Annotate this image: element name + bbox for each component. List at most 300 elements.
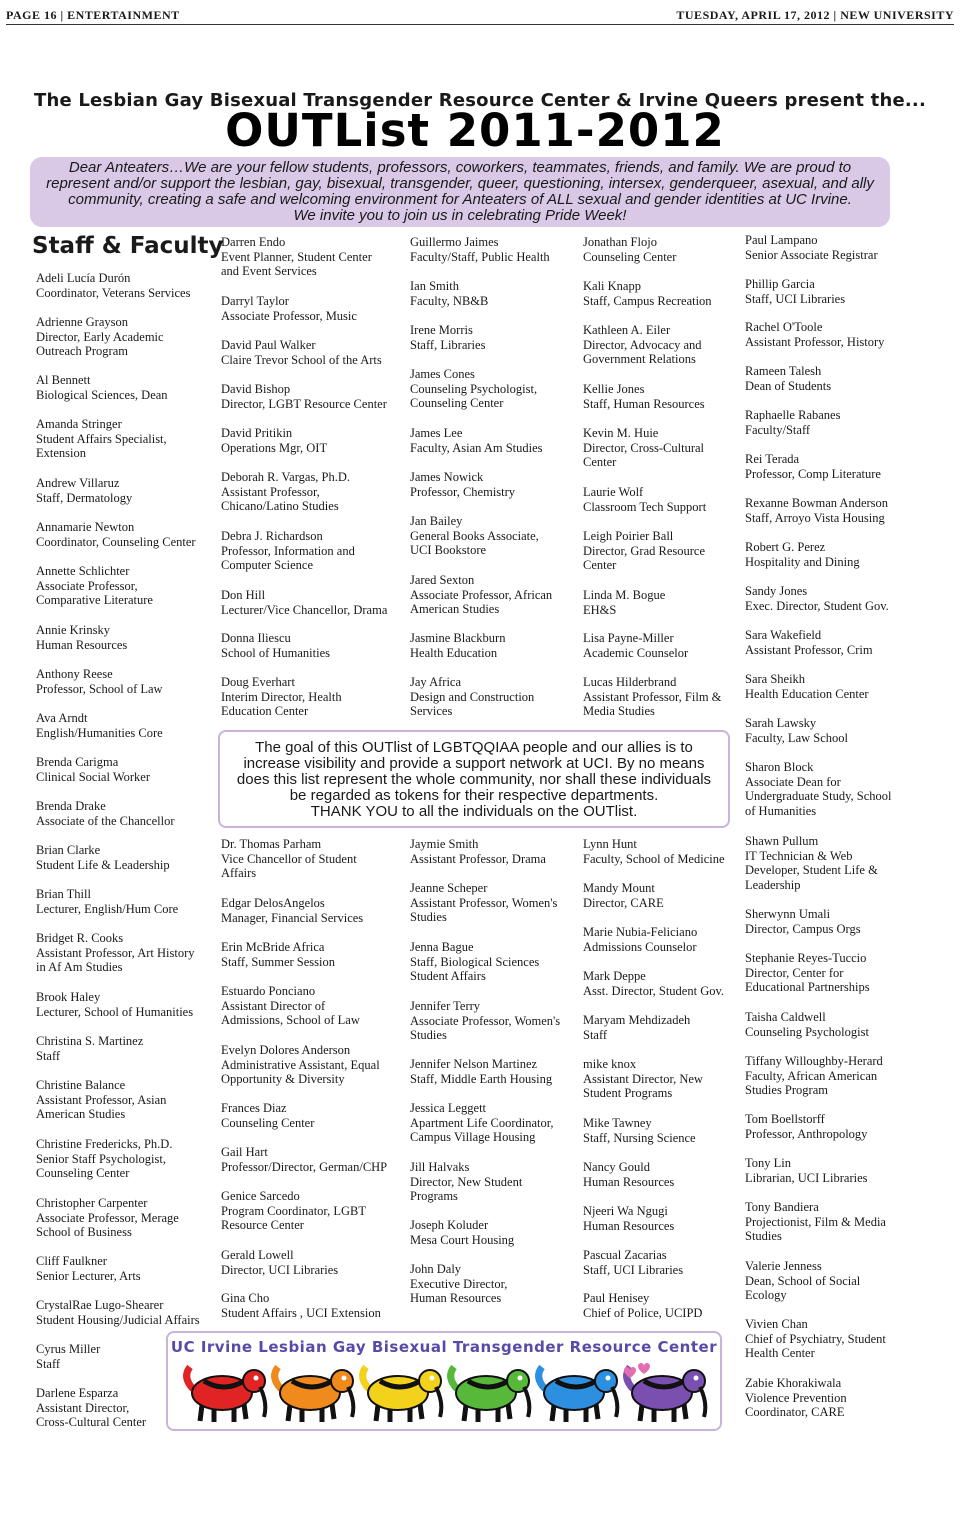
- entry-name: Ava Arndt: [36, 711, 88, 725]
- entry-name: Don Hill: [221, 588, 266, 602]
- entry-name: Dr. Thomas Parham: [221, 837, 322, 851]
- entry-title: Biological Sciences, Dean: [36, 387, 168, 402]
- entry-title: Operations Mgr, OIT: [221, 440, 328, 455]
- entry-name: Annamarie Newton: [36, 520, 135, 534]
- entry-title: Faculty/Staff: [745, 422, 811, 437]
- entry-title: Design and Construction: [410, 689, 535, 704]
- entry-title: Studies Program: [745, 1083, 828, 1098]
- entry-name: Donna Iliescu: [221, 631, 291, 645]
- entry-name: James Lee: [410, 426, 463, 440]
- entry-title: Counseling Psychologist,: [410, 381, 538, 396]
- entry-title: Lecturer/Vice Chancellor, Drama: [221, 602, 388, 617]
- entry-name: Amanda Stringer: [36, 417, 122, 431]
- entry-title: Staff: [36, 1356, 61, 1371]
- section-heading: Staff & Faculty: [32, 233, 224, 259]
- directory-entry: [221, 1189, 366, 1233]
- directory-entry: [745, 233, 878, 262]
- entry-name: Lucas Hilderbrand: [583, 675, 677, 689]
- entry-name: Christopher Carpenter: [36, 1196, 148, 1210]
- directory-entry: [36, 564, 153, 608]
- directory-entry: [36, 799, 175, 828]
- anteater-icon: [539, 1367, 618, 1422]
- entry-title: Faculty/Staff, Public Health: [410, 249, 550, 264]
- entry-name: Brian Clarke: [36, 843, 101, 857]
- entry-name: Paul Henisey: [583, 1291, 650, 1305]
- goal-line: be regarded as tokens for their respective departments.: [289, 787, 659, 804]
- entry-name: Ian Smith: [410, 279, 459, 293]
- entry-title: Staff, Biological Sciences: [410, 954, 540, 969]
- entry-title: American Studies: [36, 1107, 126, 1122]
- directory-entry: [583, 485, 706, 514]
- directory-entry: [583, 631, 688, 660]
- entry-title: Leadership: [745, 877, 801, 892]
- entry-title: Government Relations: [583, 352, 696, 367]
- entry-title: Professor, Information and: [221, 543, 355, 558]
- entry-name: Marie Nubia-Feliciano: [583, 925, 698, 939]
- entry-name: Annette Schlichter: [36, 564, 130, 578]
- entry-title: Developer, Student Life &: [745, 863, 878, 878]
- entry-title: Comparative Literature: [36, 593, 153, 608]
- entry-title: Human Resources: [583, 1218, 675, 1233]
- entry-title: Outreach Program: [36, 344, 128, 359]
- directory-entry: [410, 470, 515, 499]
- entry-name: Frances Diaz: [221, 1101, 287, 1115]
- entry-title: EH&S: [583, 602, 617, 617]
- directory-entry: [410, 631, 505, 660]
- directory-entry: [221, 588, 387, 617]
- entry-title: Student Affairs: [410, 969, 486, 984]
- entry-title: Faculty, NB&B: [410, 293, 489, 308]
- entry-name: Annie Krinsky: [36, 623, 110, 637]
- entry-name: Tony Lin: [745, 1156, 791, 1170]
- entry-name: Kali Knapp: [583, 279, 641, 293]
- entry-title: Admissions Counselor: [583, 939, 697, 954]
- directory-entry: [221, 294, 357, 323]
- entry-name: Jessica Leggett: [410, 1101, 487, 1115]
- entry-title: Staff: [36, 1048, 61, 1063]
- entry-title: Admissions, School of Law: [221, 1013, 360, 1028]
- directory-entry: [221, 896, 363, 925]
- directory-entry: [221, 1291, 381, 1320]
- entry-title: Assistant Professor, Women's: [410, 895, 558, 910]
- entry-name: Gail Hart: [221, 1145, 268, 1159]
- entry-name: Jaymie Smith: [410, 837, 479, 851]
- directory-entry: [583, 426, 704, 470]
- entry-title: Administrative Assistant, Equal: [221, 1057, 380, 1072]
- entry-name: Jill Halvaks: [410, 1160, 470, 1174]
- entry-name: Adrienne Grayson: [36, 315, 128, 329]
- entry-name: Christina S. Martinez: [36, 1034, 144, 1048]
- directory-entry: [410, 323, 485, 352]
- entry-name: Erin McBride Africa: [221, 940, 325, 954]
- entry-title: Assistant Director, New: [583, 1071, 703, 1086]
- directory-entry: [745, 716, 848, 745]
- directory-entry: [583, 1013, 690, 1042]
- entry-title: Violence Prevention: [745, 1390, 847, 1405]
- rainbow-anteaters-illustration: [176, 1359, 716, 1427]
- entry-name: Taisha Caldwell: [745, 1010, 826, 1024]
- directory-entry: [221, 837, 357, 881]
- directory-entry: [583, 881, 664, 910]
- anteater-icon: [363, 1367, 442, 1422]
- entry-name: Cliff Faulkner: [36, 1254, 107, 1268]
- entry-title: Educational Partnerships: [745, 980, 870, 995]
- entry-title: Associate Professor, Merage: [36, 1210, 179, 1225]
- directory-entry: [745, 364, 831, 393]
- entry-title: Chief of Police, UCIPD: [583, 1305, 703, 1320]
- entry-title: Program Coordinator, LGBT: [221, 1203, 366, 1218]
- directory-entry: [36, 271, 190, 300]
- directory-entry: [36, 1342, 100, 1371]
- entry-title: Studies: [745, 1229, 782, 1244]
- directory-entry: [36, 755, 150, 784]
- anteater-icon: [187, 1367, 266, 1422]
- directory-entry: [36, 711, 163, 740]
- entry-title: Extension: [36, 446, 86, 461]
- entry-title: Dean, School of Social: [745, 1273, 861, 1288]
- directory-entry: [221, 338, 382, 367]
- entry-name: Tiffany Willoughby-Herard: [745, 1054, 883, 1068]
- directory-entry: [36, 373, 168, 402]
- entry-title: Chicano/Latino Studies: [221, 499, 339, 514]
- directory-entry: [745, 496, 888, 525]
- directory-entry: [36, 667, 163, 696]
- entry-title: in Af Am Studies: [36, 960, 123, 975]
- directory-entry: [583, 1248, 683, 1277]
- entry-title: Staff, Campus Recreation: [583, 293, 712, 308]
- directory-entry: [221, 675, 342, 719]
- anteater-icon: [275, 1367, 354, 1422]
- entry-title: Director, UCI Libraries: [221, 1262, 339, 1277]
- directory-entry: [410, 279, 488, 308]
- directory-entry: [221, 235, 372, 279]
- entry-name: Mandy Mount: [583, 881, 655, 895]
- entry-title: Senior Staff Psychologist,: [36, 1151, 166, 1166]
- entry-title: Lecturer, English/Hum Core: [36, 901, 179, 916]
- lgbt-center-logo: [166, 1331, 722, 1431]
- entry-title: Assistant Professor, Art History: [36, 945, 195, 960]
- entry-name: Evelyn Dolores Anderson: [221, 1043, 351, 1057]
- entry-name: Andrew Villaruz: [36, 476, 120, 490]
- directory-entry: [745, 1112, 867, 1141]
- entry-title: Vice Chancellor of Student: [221, 851, 357, 866]
- directory-entry: [221, 470, 350, 514]
- directory-entry: [583, 588, 665, 617]
- entry-name: Jan Bailey: [410, 514, 463, 528]
- entry-title: Student Programs: [583, 1086, 673, 1101]
- directory-entry: [410, 1101, 554, 1145]
- directory-entry: [745, 1054, 883, 1098]
- entry-title: Staff, Libraries: [410, 337, 486, 352]
- entry-title: Student Affairs Specialist,: [36, 431, 167, 446]
- entry-title: Health Center: [745, 1346, 815, 1361]
- directory-entry: [745, 320, 884, 349]
- entry-title: Dean of Students: [745, 378, 832, 393]
- entry-name: Jay Africa: [410, 675, 462, 689]
- entry-title: American Studies: [410, 602, 500, 617]
- directory-entry: [36, 990, 193, 1019]
- page-section-label: PAGE 16 | ENTERTAINMENT: [6, 8, 180, 22]
- entry-name: Mike Tawney: [583, 1116, 652, 1130]
- directory-entry: [36, 887, 178, 916]
- entry-name: Tom Boellstorff: [745, 1112, 825, 1126]
- directory-entry: [221, 940, 335, 969]
- goal-line: THANK YOU to all the individuals on the OUTlist.: [310, 803, 638, 820]
- entry-title: Counseling Center: [410, 396, 504, 411]
- entry-name: Zabie Khorakiwala: [745, 1376, 842, 1390]
- entry-title: Human Resources: [36, 637, 128, 652]
- entry-name: Darlene Esparza: [36, 1386, 119, 1400]
- entry-title: Student Life & Leadership: [36, 857, 170, 872]
- entry-name: Phillip Garcia: [745, 277, 815, 291]
- intro-line: represent and/or support the lesbian, gay, bisexual, transgender, queer, questioning, intersex, genderqueer, asexual, and ally: [46, 175, 874, 192]
- entry-name: Christine Fredericks, Ph.D.: [36, 1137, 173, 1151]
- entry-title: Event Planner, Student Center: [221, 249, 372, 264]
- entry-name: Genice Sarcedo: [221, 1189, 300, 1203]
- entry-name: James Nowick: [410, 470, 484, 484]
- entry-name: Jeanne Scheper: [410, 881, 488, 895]
- directory-entry: [221, 984, 360, 1028]
- directory-entry: [410, 675, 534, 719]
- directory-entry: [410, 514, 539, 558]
- entry-title: Professor/Director, German/CHP: [221, 1159, 388, 1174]
- entry-title: Assistant Professor, Film &: [583, 689, 722, 704]
- entry-title: Assistant Professor, Crim: [745, 642, 873, 657]
- directory-entry: [745, 1200, 886, 1244]
- entry-title: Faculty, African American: [745, 1068, 878, 1083]
- entry-title: Staff: [583, 1027, 608, 1042]
- entry-title: Lecturer, School of Humanities: [36, 1004, 194, 1019]
- entry-title: School of Business: [36, 1225, 132, 1240]
- entry-name: Njeeri Wa Ngugi: [583, 1204, 668, 1218]
- headline: The Lesbian Gay Bisexual Transgender Resource Center & Irvine Queers present the...: [33, 90, 927, 111]
- entry-name: Pascual Zacarias: [583, 1248, 667, 1262]
- directory-entry: [745, 1317, 886, 1361]
- entry-name: Irene Morris: [410, 323, 473, 337]
- intro-line: Dear Anteaters…We are your fellow students, professors, coworkers, teammates, friends, and family. We are proud to: [68, 159, 852, 176]
- directory-entry: [583, 675, 721, 719]
- directory-entry: [410, 999, 560, 1043]
- entry-name: Al Bennett: [36, 373, 91, 387]
- entry-title: Executive Director,: [410, 1276, 508, 1291]
- entry-title: Ecology: [745, 1288, 787, 1303]
- entry-title: Staff, Human Resources: [583, 396, 705, 411]
- entry-title: Asst. Director, Student Gov.: [583, 983, 725, 998]
- directory-entry: [583, 969, 724, 998]
- entry-name: Sarah Lawsky: [745, 716, 817, 730]
- directory-entry: [36, 623, 127, 652]
- directory-entry: [583, 382, 705, 411]
- directory-entry: [410, 573, 552, 617]
- directory-entry: [410, 881, 557, 925]
- directory-entry: [745, 277, 845, 306]
- directory-entry: [221, 1248, 338, 1277]
- goal-statement-box: [218, 730, 730, 828]
- entry-name: mike knox: [583, 1057, 637, 1071]
- entry-title: Assistant Director of: [221, 998, 326, 1013]
- entry-title: General Books Associate,: [410, 528, 539, 543]
- entry-title: School of Humanities: [221, 645, 331, 660]
- entry-title: Professor, Comp Literature: [745, 466, 881, 481]
- directory-entry: [583, 925, 697, 954]
- entry-title: Director, Center for: [745, 965, 844, 980]
- entry-title: Opportunity & Diversity: [221, 1072, 345, 1087]
- entry-name: Brook Haley: [36, 990, 101, 1004]
- directory-entry: [36, 476, 132, 505]
- directory-entry: [410, 1160, 522, 1204]
- entry-title: Programs: [410, 1189, 458, 1204]
- entry-name: John Daly: [410, 1262, 462, 1276]
- directory-entry: [745, 760, 892, 818]
- entry-title: Professor, Anthropology: [745, 1126, 868, 1141]
- directory-entry: [745, 1259, 860, 1303]
- entry-title: Faculty, Asian Am Studies: [410, 440, 543, 455]
- entry-name: Sara Sheikh: [745, 672, 806, 686]
- entry-name: Jared Sexton: [410, 573, 475, 587]
- entry-name: Raphaelle Rabanes: [745, 408, 841, 422]
- entry-title: Center: [583, 558, 617, 573]
- entry-name: Sherwynn Umali: [745, 907, 831, 921]
- entry-name: Doug Everhart: [221, 675, 295, 689]
- directory-entry: [583, 1116, 696, 1145]
- directory-entry: [745, 907, 861, 936]
- directory-entry: [410, 1262, 507, 1306]
- directory-entry: [410, 367, 537, 411]
- directory-entry: [36, 1137, 172, 1181]
- entry-name: Valerie Jenness: [745, 1259, 822, 1273]
- entry-name: Jenna Bague: [410, 940, 474, 954]
- entry-name: Rei Terada: [745, 452, 800, 466]
- entry-title: Associate Professor, African: [410, 587, 553, 602]
- entry-title: Studies: [410, 1028, 447, 1043]
- goal-line: The goal of this OUTlist of LGBTQQIAA people and our allies is to: [255, 739, 693, 756]
- entry-title: Staff, UCI Libraries: [583, 1262, 684, 1277]
- entry-name: Brenda Carigma: [36, 755, 119, 769]
- entry-name: Cyrus Miller: [36, 1342, 101, 1356]
- entry-title: IT Technician & Web: [745, 848, 853, 863]
- entry-name: Jonathan Flojo: [583, 235, 657, 249]
- entry-title: Education Center: [221, 704, 309, 719]
- entry-name: James Cones: [410, 367, 475, 381]
- intro-line: We invite you to join us in celebrating Pride Week!: [293, 207, 627, 224]
- entry-name: Debra J. Richardson: [221, 529, 323, 543]
- directory-entry: [583, 1291, 702, 1320]
- directory-entry: [221, 1145, 387, 1174]
- entry-name: Brenda Drake: [36, 799, 106, 813]
- entry-name: Joseph Koluder: [410, 1218, 489, 1232]
- entry-name: Bridget R. Cooks: [36, 931, 124, 945]
- entry-title: Counseling Psychologist: [745, 1024, 869, 1039]
- entry-name: Christine Balance: [36, 1078, 126, 1092]
- directory-entry: [36, 1386, 146, 1430]
- entry-name: Linda M. Bogue: [583, 588, 666, 602]
- directory-entry: [745, 951, 870, 995]
- directory-entry: [745, 1376, 847, 1420]
- directory-entry: [36, 931, 195, 975]
- anteater-icon: [627, 1367, 706, 1422]
- directory-entry: [221, 426, 327, 455]
- entry-name: Jasmine Blackburn: [410, 631, 506, 645]
- entry-name: Robert G. Perez: [745, 540, 826, 554]
- directory-entry: [745, 1156, 868, 1185]
- entry-name: Kathleen A. Eiler: [583, 323, 671, 337]
- entry-title: Staff, Summer Session: [221, 954, 336, 969]
- entry-name: Adeli Lucía Durón: [36, 271, 131, 285]
- directory-entry: [745, 834, 878, 892]
- intro-banner: [30, 157, 890, 227]
- directory-entry: [745, 628, 873, 657]
- entry-title: Coordinator, Counseling Center: [36, 534, 196, 549]
- entry-title: Interim Director, Health: [221, 689, 342, 704]
- entry-title: Human Resources: [583, 1174, 675, 1189]
- entry-title: Mesa Court Housing: [410, 1232, 515, 1247]
- entry-name: Stephanie Reyes-Tuccio: [745, 951, 867, 965]
- directory-entry: [221, 1043, 380, 1087]
- intro-line: community, creating a safe and welcoming environment for Anteaters of ALL sexual and gender identities at UC Irvine.: [68, 191, 852, 208]
- entry-title: and Event Services: [221, 264, 317, 279]
- entry-name: David Pritikin: [221, 426, 293, 440]
- entry-title: Studies: [410, 910, 447, 925]
- entry-name: Paul Lampano: [745, 233, 818, 247]
- entry-name: Kellie Jones: [583, 382, 645, 396]
- entry-title: Computer Science: [221, 558, 313, 573]
- entry-title: Staff, Dermatology: [36, 490, 133, 505]
- directory-entry: [583, 1204, 674, 1233]
- entry-name: Darryl Taylor: [221, 294, 289, 308]
- directory-entry: [221, 529, 355, 573]
- entry-name: Rameen Talesh: [745, 364, 822, 378]
- issue-date: TUESDAY, APRIL 17, 2012 | NEW UNIVERSITY: [676, 8, 954, 22]
- entry-title: Professor, School of Law: [36, 681, 163, 696]
- heart-icon: [638, 1363, 650, 1374]
- entry-name: Rexanne Bowman Anderson: [745, 496, 889, 510]
- entry-title: Associate Dean for: [745, 774, 841, 789]
- directory-entry: [583, 323, 702, 367]
- directory-entry: [745, 540, 860, 569]
- directory-entry: [745, 408, 840, 437]
- entry-title: Assistant Director,: [36, 1400, 130, 1415]
- entry-title: Health Education Center: [745, 686, 869, 701]
- directory-entry: [745, 672, 869, 701]
- entry-name: Shawn Pullum: [745, 834, 819, 848]
- directory-entry: [36, 1078, 166, 1122]
- entry-name: Nancy Gould: [583, 1160, 650, 1174]
- entry-title: Staff, Nursing Science: [583, 1130, 696, 1145]
- page-header: [6, 6, 954, 25]
- entry-title: Director, Grad Resource: [583, 543, 706, 558]
- directory-entry: [583, 1160, 674, 1189]
- entry-name: Edgar DelosAngelos: [221, 896, 325, 910]
- entry-title: Assistant Professor,: [221, 484, 320, 499]
- directory-entry: [583, 235, 676, 264]
- entry-title: Associate Professor, Women's: [410, 1013, 561, 1028]
- entry-title: Chief of Psychiatry, Student: [745, 1331, 886, 1346]
- directory-entry: [36, 1298, 200, 1327]
- entry-title: Counseling Center: [36, 1166, 130, 1181]
- entry-title: Librarian, UCI Libraries: [745, 1170, 868, 1185]
- entry-name: Sara Wakefield: [745, 628, 822, 642]
- directory-entry: [221, 382, 387, 411]
- entry-title: Staff, UCI Libraries: [745, 291, 846, 306]
- entry-title: Assistant Professor, History: [745, 334, 885, 349]
- entry-name: Estuardo Ponciano: [221, 984, 316, 998]
- directory-entry: [410, 1057, 552, 1086]
- entry-title: Clinical Social Worker: [36, 769, 151, 784]
- entry-title: Associate Professor, Music: [221, 308, 357, 323]
- entry-name: Leigh Poirier Ball: [583, 529, 674, 543]
- entry-title: Coordinator, Veterans Services: [36, 285, 191, 300]
- entry-name: Gina Cho: [221, 1291, 270, 1305]
